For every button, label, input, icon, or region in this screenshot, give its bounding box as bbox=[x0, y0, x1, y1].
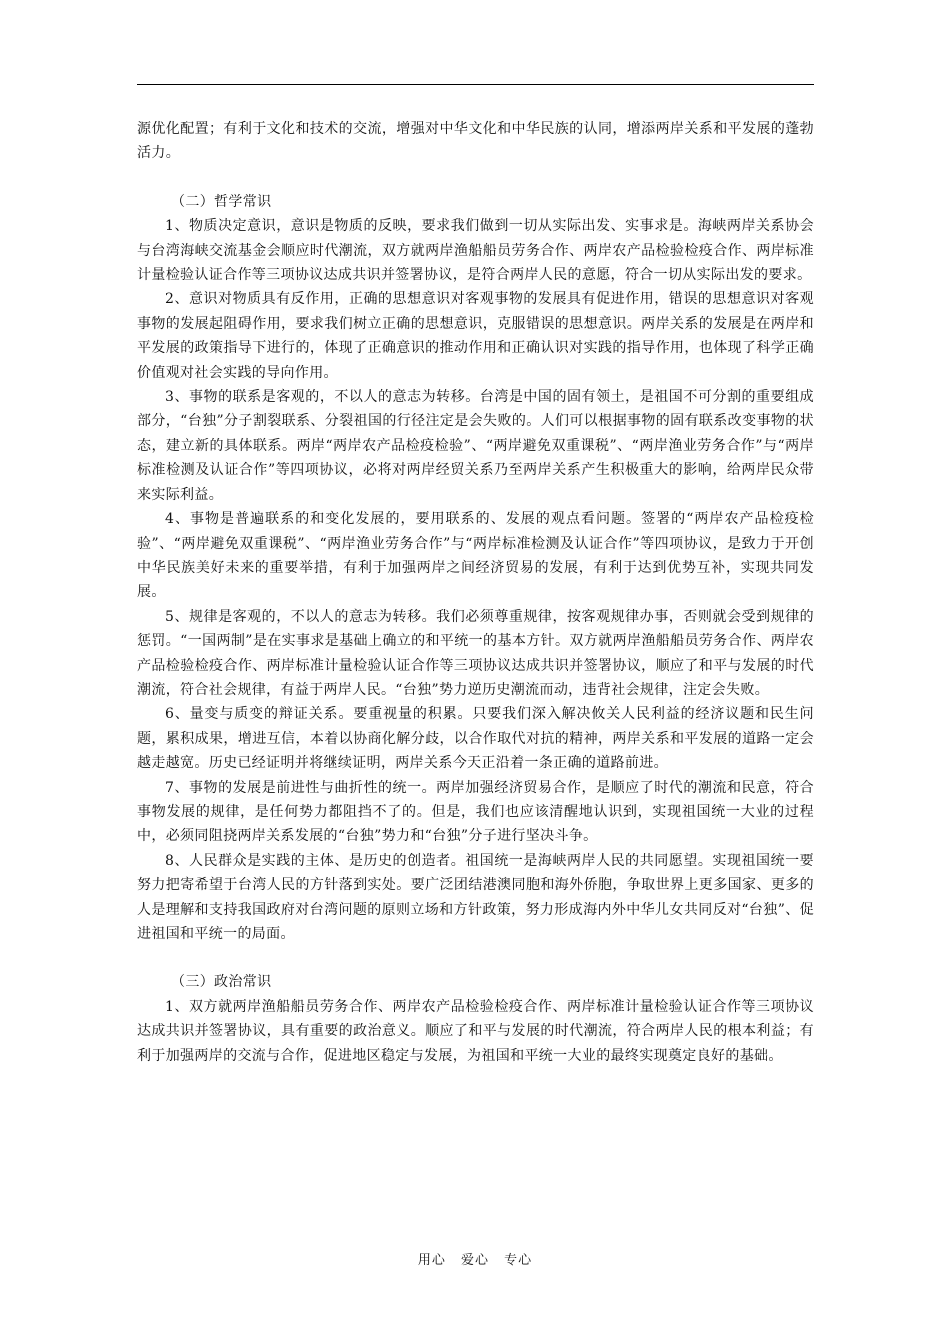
document-body bbox=[137, 117, 814, 1068]
politics-paragraph-1: 1、双方就两岸渔船船员劳务合作、两岸农产品检验检疫合作、两岸标准计量检验认证合作等三项协议达成共识并签署协议，具有重要的政治意义。顺应了和平与发展的时代潮流，符合两岸人民的根本利益；有利于加强两岸的交流与合作，促进地区稳定与发展，为祖国和平统一大业的最终实现奠定良好的基础。 bbox=[137, 998, 814, 1064]
philosophy-paragraph-6: 6、量变与质变的辩证关系。要重视量的积累。只要我们深入解决攸关人民利益的经济议题和民生问题，累积成果，增进互信，本着以协商化解分歧，以合作取代对抗的精神，两岸关系和平发展的道路一定会越走越宽。历史已经证明并将继续证明，两岸关系今天正沿着一条正确的道路前进。 bbox=[137, 706, 814, 772]
philosophy-paragraph-7: 7、事物的发展是前进性与曲折性的统一。两岸加强经济贸易合作，是顺应了时代的潮流和民意，符合事物发展的规律，是任何势力都阻挡不了的。但是，我们也应该清醒地认识到，实现祖国统一大业的过程中，必须同阻挠两岸关系发展的“台独”势力和“台独”分子进行坚决斗争。 bbox=[137, 779, 814, 845]
header-rule bbox=[137, 84, 814, 85]
section-heading-politics: （三）政治常识 bbox=[171, 974, 272, 991]
philosophy-paragraph-3: 3、事物的联系是客观的，不以人的意志为转移。台湾是中国的固有领土，是祖国不可分割的重要组成部分，“台独”分子割裂联系、分裂祖国的行径注定是会失败的。人们可以根据事物的固有联系改变事物的状态，建立新的具体联系。两岸“两岸农产品检疫检验”、“两岸避免双重课税”、“两岸渔业劳务合作”与“两岸标准检测及认证合作”等四项协议，必将对两岸经贸关系乃至两岸关系产生积极重大的影响，给两岸民众带来实际利益。 bbox=[137, 389, 814, 503]
philosophy-paragraph-2: 2、意识对物质具有反作用，正确的思想意识对客观事物的发展具有促进作用，错误的思想意识对客观事物的发展起阻碍作用，要求我们树立正确的思想意识，克服错误的思想意识。两岸关系的发展是在两岸和平发展的政策指导下进行的，体现了正确意识的推动作用和正确认识对实践的指导作用，也体现了科学正确价值观对社会实践的导向作用。 bbox=[137, 291, 814, 381]
philosophy-paragraph-4: 4、事物是普遍联系的和变化发展的，要用联系的、发展的观点看问题。签署的“两岸农产品检疫检验”、“两岸避免双重课税”、“两岸渔业劳务合作”与“两岸标准检测及认证合作”等四项协议，是致力于开创中华民族美好未来的重要举措，有利于加强两岸之间经济贸易的发展，有利于达到优势互补，实现共同发展。 bbox=[137, 511, 814, 601]
page-footer: 用心 爱心 专心 bbox=[417, 1253, 533, 1268]
philosophy-paragraph-5: 5、规律是客观的，不以人的意志为转移。我们必须尊重规律，按客观规律办事，否则就会受到规律的惩罚。“一国两制”是在实事求是基础上确立的和平统一的基本方针。双方就两岸渔船船员劳务合作、两岸农产品检验检疫合作、两岸标准计量检验认证合作等三项协议达成共识并签署协议，顺应了和平与发展的时代潮流，符合社会规律，有益于两岸人民。“台独”势力逆历史潮流而动，违背社会规律，注定会失败。 bbox=[137, 608, 814, 698]
philosophy-paragraph-8: 8、人民群众是实践的主体、是历史的创造者。祖国统一是海峡两岸人民的共同愿望。实现祖国统一要努力把寄希望于台湾人民的方针落到实处。要广泛团结港澳同胞和海外侨胞，争取世界上更多国家、更多的人是理解和支持我国政府对台湾问题的原则立场和方针政策，努力形成海内外中华儿女共同反对“台独”、促进祖国和平统一的局面。 bbox=[137, 852, 814, 942]
intro-paragraph: 源优化配置；有利于文化和技术的交流，增强对中华文化和中华民族的认同，增添两岸关系和平发展的蓬勃活力。 bbox=[137, 121, 814, 162]
philosophy-paragraph-1: 1、物质决定意识，意识是物质的反映，要求我们做到一切从实际出发、实事求是。海峡两岸关系协会与台湾海峡交流基金会顺应时代潮流，双方就两岸渔船船员劳务合作、两岸农产品检验检疫合作、两岸标准计量检验认证合作等三项协议达成共识并签署协议，是符合两岸人民的意愿，符合一切从实际出发的要求。 bbox=[137, 218, 814, 284]
section-heading-philosophy: （二）哲学常识 bbox=[171, 193, 272, 210]
